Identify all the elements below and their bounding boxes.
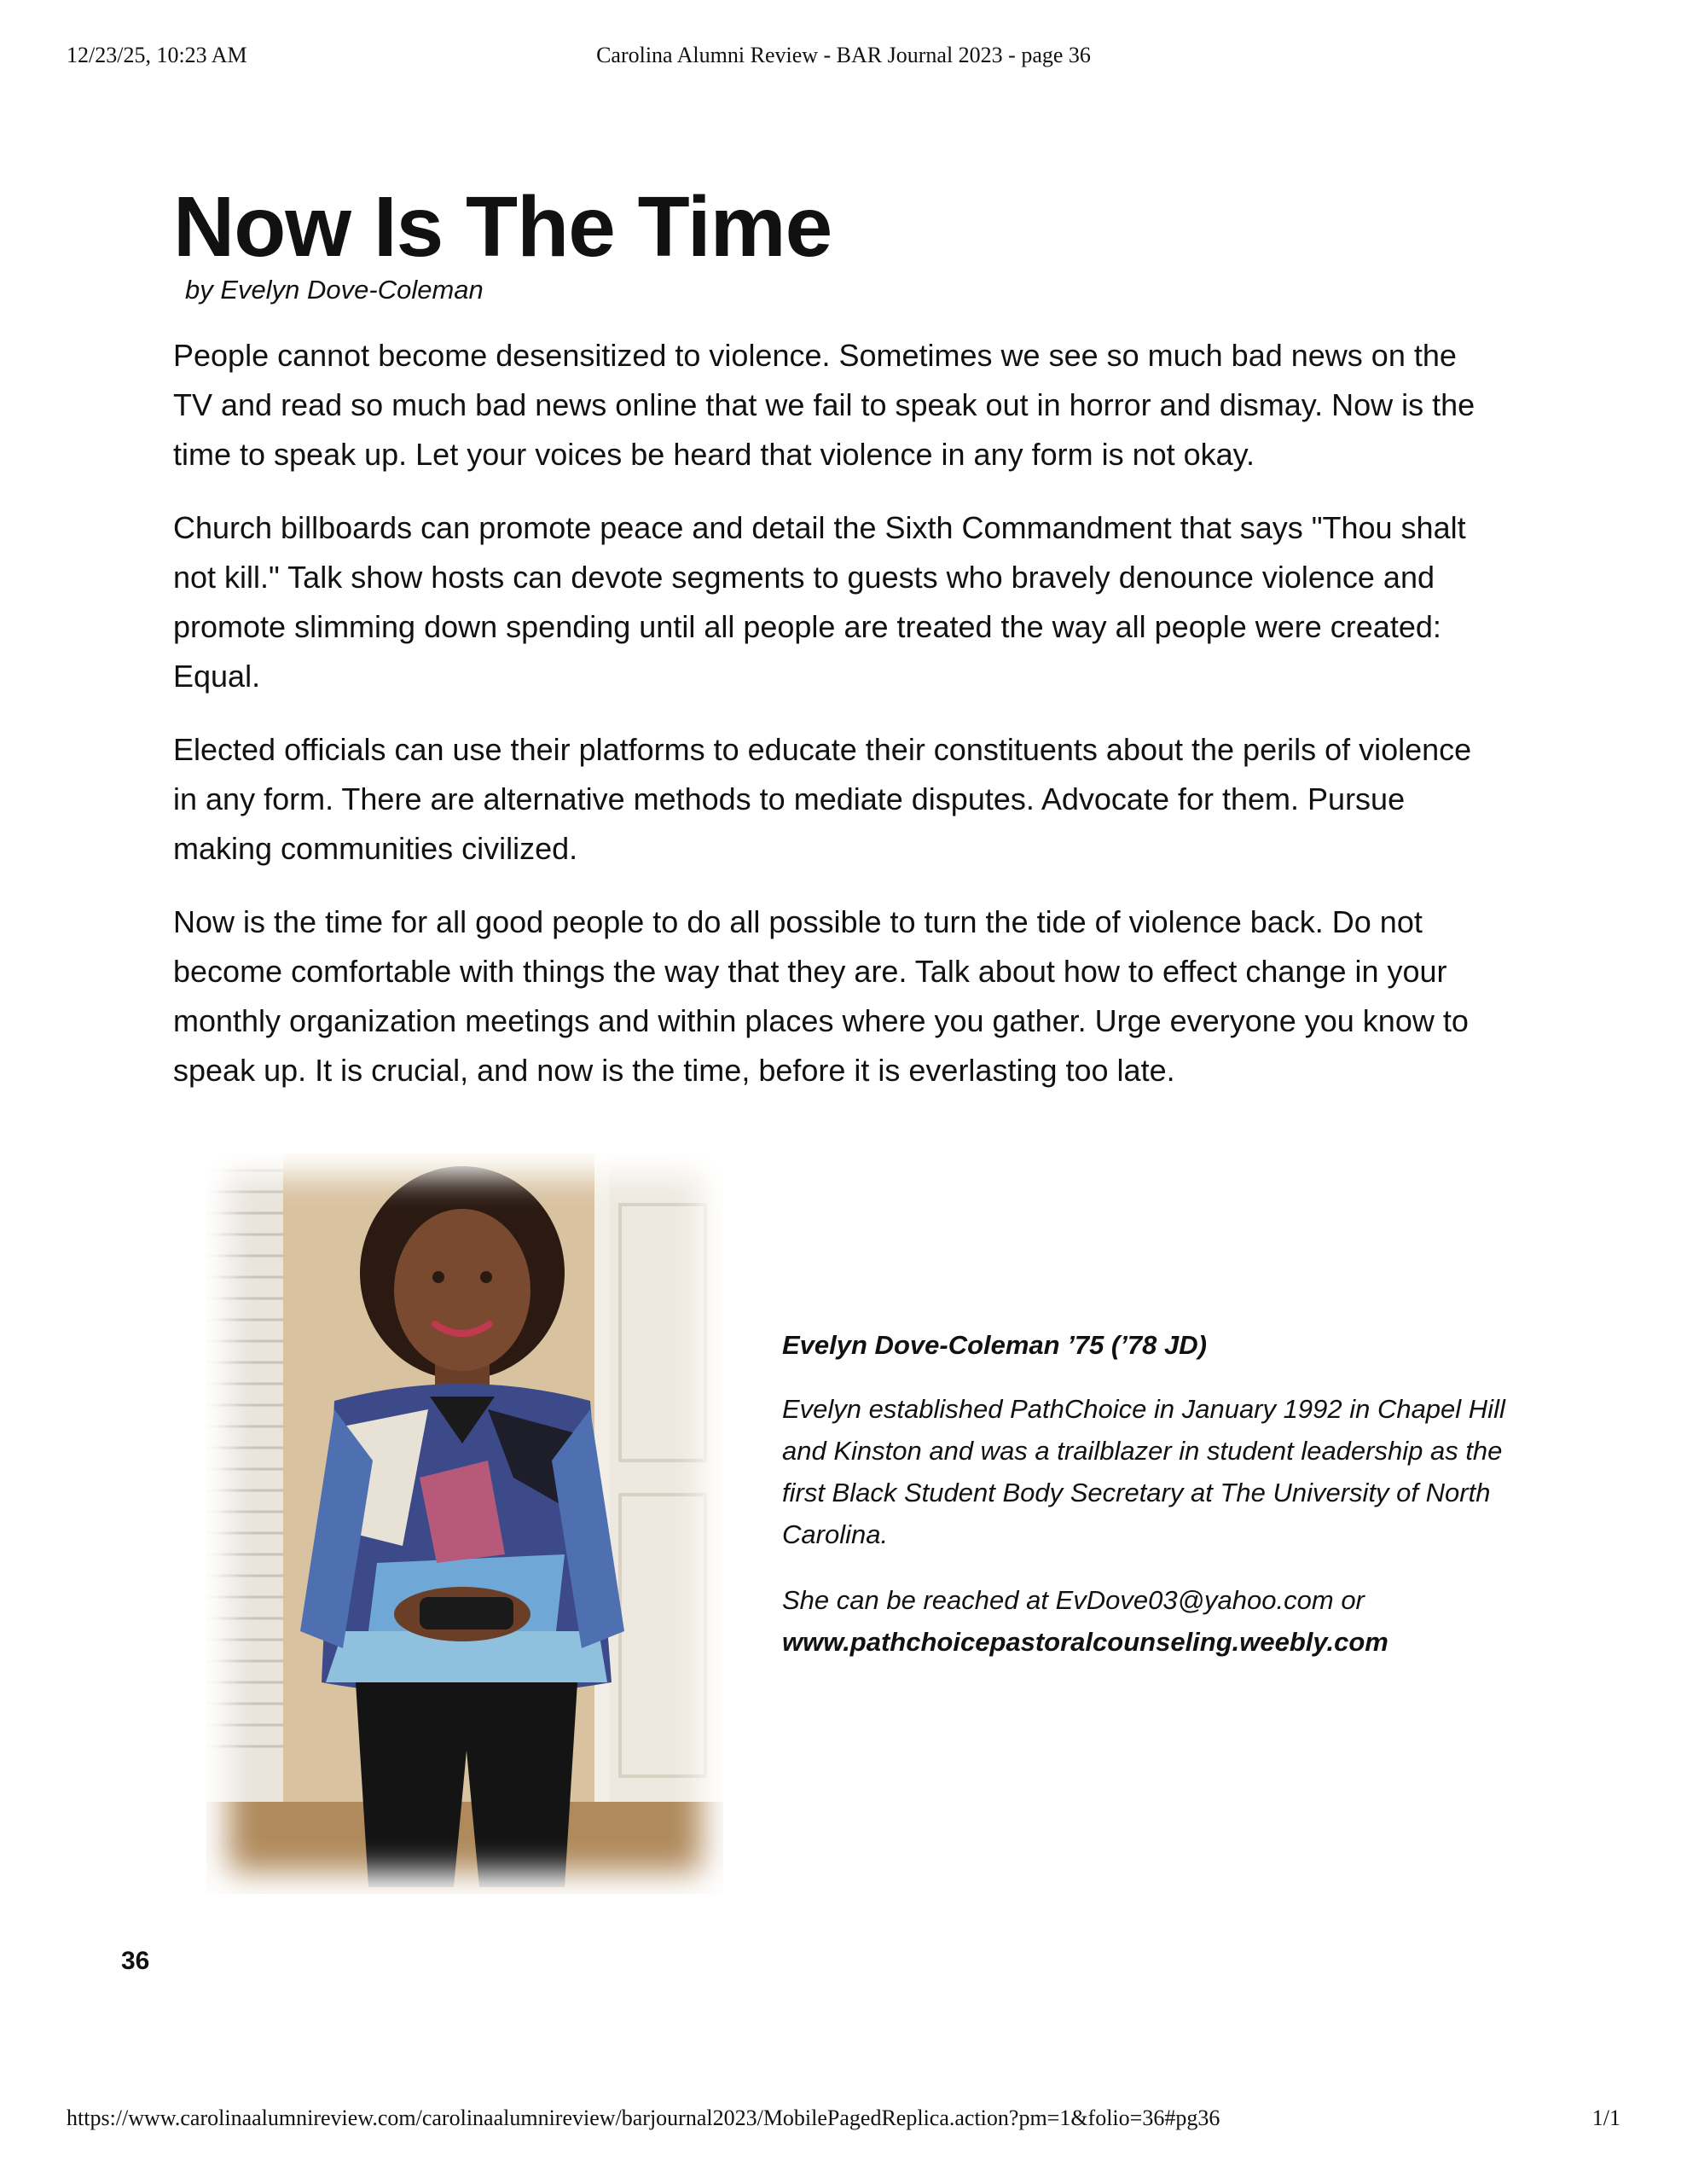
article-title: Now Is The Time bbox=[173, 179, 832, 275]
print-url: https://www.carolinaalumnireview.com/carolinaalumnireview/barjournal2023/MobilePagedReplica.action?pm=1&folio=36#pg36 bbox=[67, 2106, 1220, 2130]
article bbox=[173, 179, 1538, 1119]
print-header bbox=[67, 43, 1620, 73]
bio-website: www.pathchoicepastoralcounseling.weebly.com bbox=[782, 1627, 1388, 1657]
author-photo-illustration bbox=[206, 1153, 723, 1894]
article-paragraph: Church billboards can promote peace and detail the Sixth Commandment that says "Thou shalt not kill." Talk show hosts can devote segments to guests who bravely denounce violence and promote slimming down spending until all people are treated the way all people were created: Equal. bbox=[173, 510, 1466, 694]
bio-description: Evelyn established PathChoice in January 1992 in Chapel Hill and Kinston and was a trailblazer in student leadership as the first Black Student Body Secretary at The University of North Carolina. bbox=[782, 1394, 1505, 1549]
print-footer bbox=[67, 2106, 1620, 2136]
print-datetime: 12/23/25, 10:23 AM bbox=[67, 43, 247, 67]
author-bio bbox=[782, 1324, 1533, 1687]
article-paragraph: Elected officials can use their platforms to educate their constituents about the perils of violence in any form. There are alternative methods to mediate disputes. Advocate for them. Pursue making communities civilized. bbox=[173, 732, 1472, 866]
author-photo bbox=[206, 1153, 723, 1894]
bio-name: Evelyn Dove-Coleman ’75 (’78 JD) bbox=[782, 1330, 1207, 1360]
print-page-title: Carolina Alumni Review - BAR Journal 2023 - page 36 bbox=[596, 43, 1091, 67]
bio-contact: She can be reached at EvDove03@yahoo.com or bbox=[782, 1585, 1365, 1615]
print-page-count: 1/1 bbox=[1591, 2106, 1620, 2130]
page-number: 36 bbox=[121, 1947, 150, 1975]
article-byline: by Evelyn Dove-Coleman bbox=[185, 275, 484, 305]
article-paragraph: People cannot become desensitized to violence. Sometimes we see so much bad news on the TV and read so much bad news online that we fail to speak out in horror and dismay. Now is the time to speak up. Let your voices be heard that violence in any form is not okay. bbox=[173, 338, 1475, 472]
article-paragraph: Now is the time for all good people to do all possible to turn the tide of violence back. Do not become comfortable with things the way that they are. Talk about how to effect change in your monthly organization meetings and within places where you gather. Urge everyone you know to speak up. It is crucial, and now is the time, before it is everlasting too late. bbox=[173, 904, 1469, 1088]
